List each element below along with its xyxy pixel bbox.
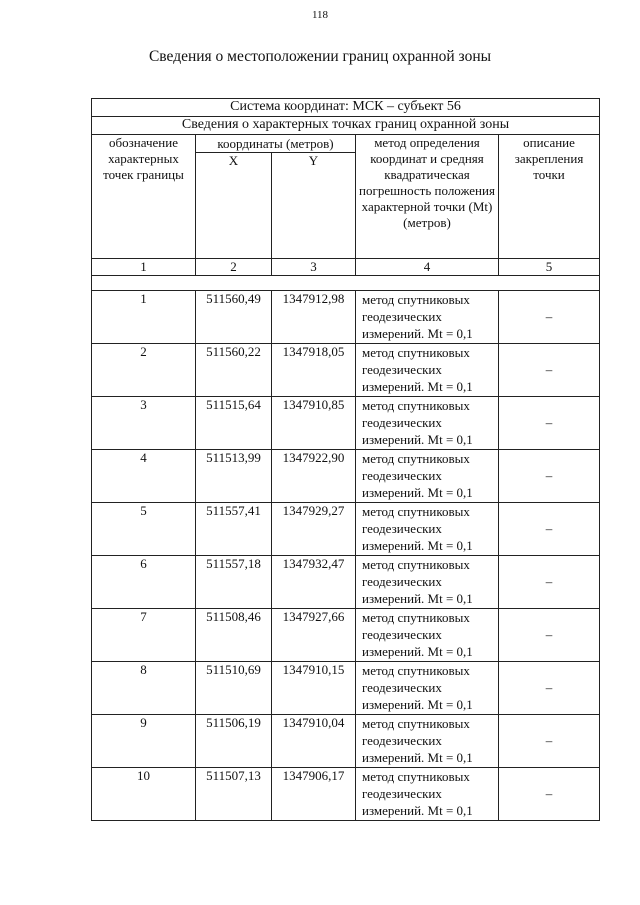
point-cell: 5 [92,503,196,556]
x-cell: 511515,64 [196,397,272,450]
y-cell: 1347927,66 [272,609,356,662]
fixing-cell: – [499,556,600,609]
header-x: X [196,153,272,259]
method-cell: метод спутниковых геодезических измерений. Mt = 0,1 [356,715,499,768]
point-cell: 6 [92,556,196,609]
header-designation: обозначение характерных точек границы [92,135,196,259]
x-cell: 511508,46 [196,609,272,662]
table-row [92,609,600,662]
column-number: 2 [196,259,272,276]
x-cell: 511513,99 [196,450,272,503]
header-y: Y [272,153,356,259]
point-cell: 9 [92,715,196,768]
table-row [92,344,600,397]
column-number: 3 [272,259,356,276]
fixing-cell: – [499,503,600,556]
table-row [92,291,600,344]
table-row [92,715,600,768]
method-cell: метод спутниковых геодезических измерений. Mt = 0,1 [356,609,499,662]
x-cell: 511507,13 [196,768,272,821]
fixing-cell: – [499,450,600,503]
column-number: 4 [356,259,499,276]
coordinate-system-caption: Система координат: МСК – субъект 56 [92,99,600,117]
y-cell: 1347906,17 [272,768,356,821]
x-cell: 511557,18 [196,556,272,609]
empty-row [92,276,600,291]
fixing-cell: – [499,609,600,662]
fixing-cell: – [499,344,600,397]
coordinate-system-row [92,99,600,117]
method-cell: метод спутниковых геодезических измерений. Mt = 0,1 [356,662,499,715]
page-number: 118 [311,9,329,21]
y-cell: 1347912,98 [272,291,356,344]
points-caption-row [92,117,600,135]
point-cell: 2 [92,344,196,397]
x-cell: 511510,69 [196,662,272,715]
fixing-cell: – [499,291,600,344]
header-fixing: описание закрепления точки [499,135,600,259]
boundary-points-table [91,98,600,821]
y-cell: 1347929,27 [272,503,356,556]
column-number: 5 [499,259,600,276]
point-cell: 1 [92,291,196,344]
x-cell: 511557,41 [196,503,272,556]
table-row [92,556,600,609]
method-cell: метод спутниковых геодезических измерений. Mt = 0,1 [356,450,499,503]
header-coordinates: координаты (метров) [196,135,356,153]
table-row [92,397,600,450]
table-row [92,503,600,556]
fixing-cell: – [499,768,600,821]
point-cell: 7 [92,609,196,662]
y-cell: 1347910,15 [272,662,356,715]
column-number-row [92,259,600,276]
y-cell: 1347918,05 [272,344,356,397]
header-row [92,135,600,153]
point-cell: 10 [92,768,196,821]
empty-cell [92,276,600,291]
method-cell: метод спутниковых геодезических измерений. Mt = 0,1 [356,768,499,821]
fixing-cell: – [499,662,600,715]
x-cell: 511506,19 [196,715,272,768]
x-cell: 511560,22 [196,344,272,397]
point-cell: 4 [92,450,196,503]
x-cell: 511560,49 [196,291,272,344]
method-cell: метод спутниковых геодезических измерений. Mt = 0,1 [356,556,499,609]
method-cell: метод спутниковых геодезических измерений. Mt = 0,1 [356,397,499,450]
y-cell: 1347932,47 [272,556,356,609]
method-cell: метод спутниковых геодезических измерений. Mt = 0,1 [356,503,499,556]
column-number: 1 [92,259,196,276]
y-cell: 1347910,04 [272,715,356,768]
y-cell: 1347910,85 [272,397,356,450]
fixing-cell: – [499,397,600,450]
fixing-cell: – [499,715,600,768]
table-row [92,662,600,715]
point-cell: 8 [92,662,196,715]
table-row [92,768,600,821]
table-row [92,450,600,503]
method-cell: метод спутниковых геодезических измерений. Mt = 0,1 [356,291,499,344]
points-caption: Сведения о характерных точках границ охранной зоны [92,117,600,135]
header-method: метод определения координат и средняя квадратическая погрешность положения характерной точки (Mt) (метров) [356,135,499,259]
method-cell: метод спутниковых геодезических измерений. Mt = 0,1 [356,344,499,397]
point-cell: 3 [92,397,196,450]
y-cell: 1347922,90 [272,450,356,503]
document-title: Сведения о местоположении границ охранной зоны [148,48,492,65]
